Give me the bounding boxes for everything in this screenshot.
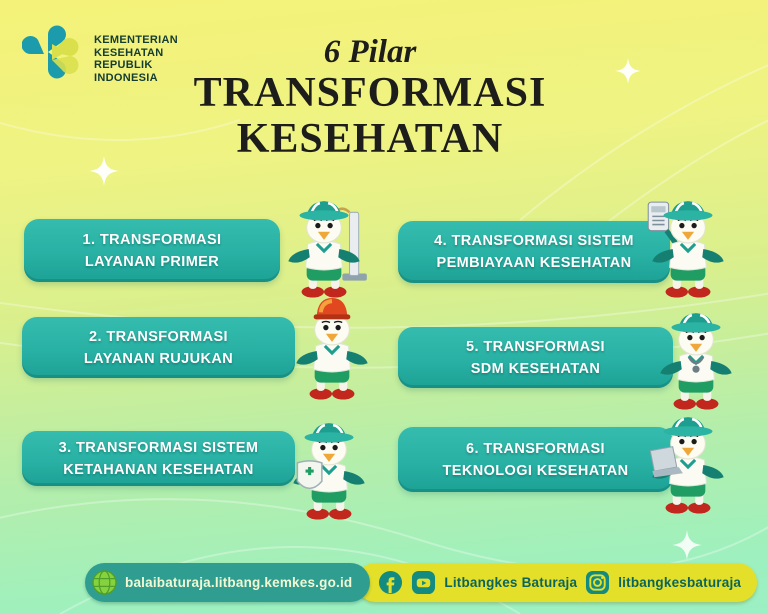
mascot-measuring-pole bbox=[278, 196, 370, 298]
pillar-card-6 bbox=[398, 427, 673, 492]
social-links[interactable] bbox=[356, 563, 757, 602]
kemenkes-logo-icon bbox=[22, 20, 84, 84]
sparkle-icon bbox=[615, 58, 641, 84]
page-title bbox=[170, 34, 570, 162]
website-url: balaibaturaja.litbang.kemkes.go.id bbox=[125, 575, 353, 590]
social-label: Litbangkes Baturaja bbox=[444, 575, 578, 590]
shield-icon bbox=[297, 461, 321, 489]
pillar-card-5 bbox=[398, 327, 673, 388]
pillar-2-line-2: LAYANAN RUJUKAN bbox=[83, 350, 234, 367]
mascot-doctor-coat bbox=[650, 308, 742, 410]
logo-text-line: INDONESIA bbox=[94, 71, 158, 84]
sparkle-icon bbox=[672, 530, 702, 560]
title-line-2: KESEHATAN bbox=[236, 116, 504, 162]
pillar-4-line-1: 4. TRANSFORMASI SISTEM bbox=[434, 233, 634, 249]
sparkle-icon bbox=[89, 156, 119, 186]
measuring-pole-icon bbox=[337, 209, 367, 281]
kemenkes-logo bbox=[22, 20, 178, 84]
logo-text-line: KESEHATAN bbox=[94, 46, 164, 59]
logo-text-line: REPUBLIK bbox=[94, 59, 153, 71]
pillar-card-1 bbox=[24, 219, 280, 282]
pillar-3-line-2: KETAHANAN KESEHATAN bbox=[63, 461, 254, 478]
youtube-icon[interactable] bbox=[411, 570, 436, 595]
title-line-1: TRANSFORMASI bbox=[193, 70, 547, 116]
pillar-4-line-2: PEMBIAYAAN KESEHATAN bbox=[436, 255, 632, 271]
pillar-2-line-1: 2. TRANSFORMASI bbox=[89, 328, 228, 345]
logo-text bbox=[94, 34, 178, 84]
facebook-icon[interactable] bbox=[378, 570, 403, 595]
pillar-5-line-1: 5. TRANSFORMASI bbox=[466, 338, 605, 355]
title-kicker: 6 Pilar bbox=[323, 34, 417, 70]
instagram-icon[interactable] bbox=[585, 570, 610, 595]
pillar-6-line-1: 6. TRANSFORMASI bbox=[466, 440, 605, 457]
footer-bar bbox=[85, 563, 757, 602]
pillar-3-line-1: 3. TRANSFORMASI SISTEM bbox=[58, 439, 259, 456]
mascot-calculator bbox=[642, 196, 734, 298]
website-link[interactable] bbox=[85, 563, 370, 602]
pillar-6-line-2: TEKNOLOGI KESEHATAN bbox=[442, 462, 629, 479]
pillar-card-3 bbox=[22, 431, 295, 486]
logo-text-line: KEMENTERIAN bbox=[94, 34, 178, 46]
instagram-handle: litbangkesbaturaja bbox=[618, 575, 742, 590]
pillar-5-line-2: SDM KESEHATAN bbox=[470, 360, 601, 377]
pillar-1-line-1: 1. TRANSFORMASI bbox=[82, 231, 222, 248]
globe-icon bbox=[92, 570, 117, 595]
mascot-siren-helmet bbox=[286, 298, 378, 400]
pillar-card-2 bbox=[22, 317, 295, 378]
siren-icon bbox=[314, 298, 351, 319]
pillar-1-line-2: LAYANAN PRIMER bbox=[84, 253, 220, 270]
mascot-laptop bbox=[642, 412, 734, 514]
pillar-card-4 bbox=[398, 221, 670, 283]
mascot-shield bbox=[283, 418, 375, 520]
